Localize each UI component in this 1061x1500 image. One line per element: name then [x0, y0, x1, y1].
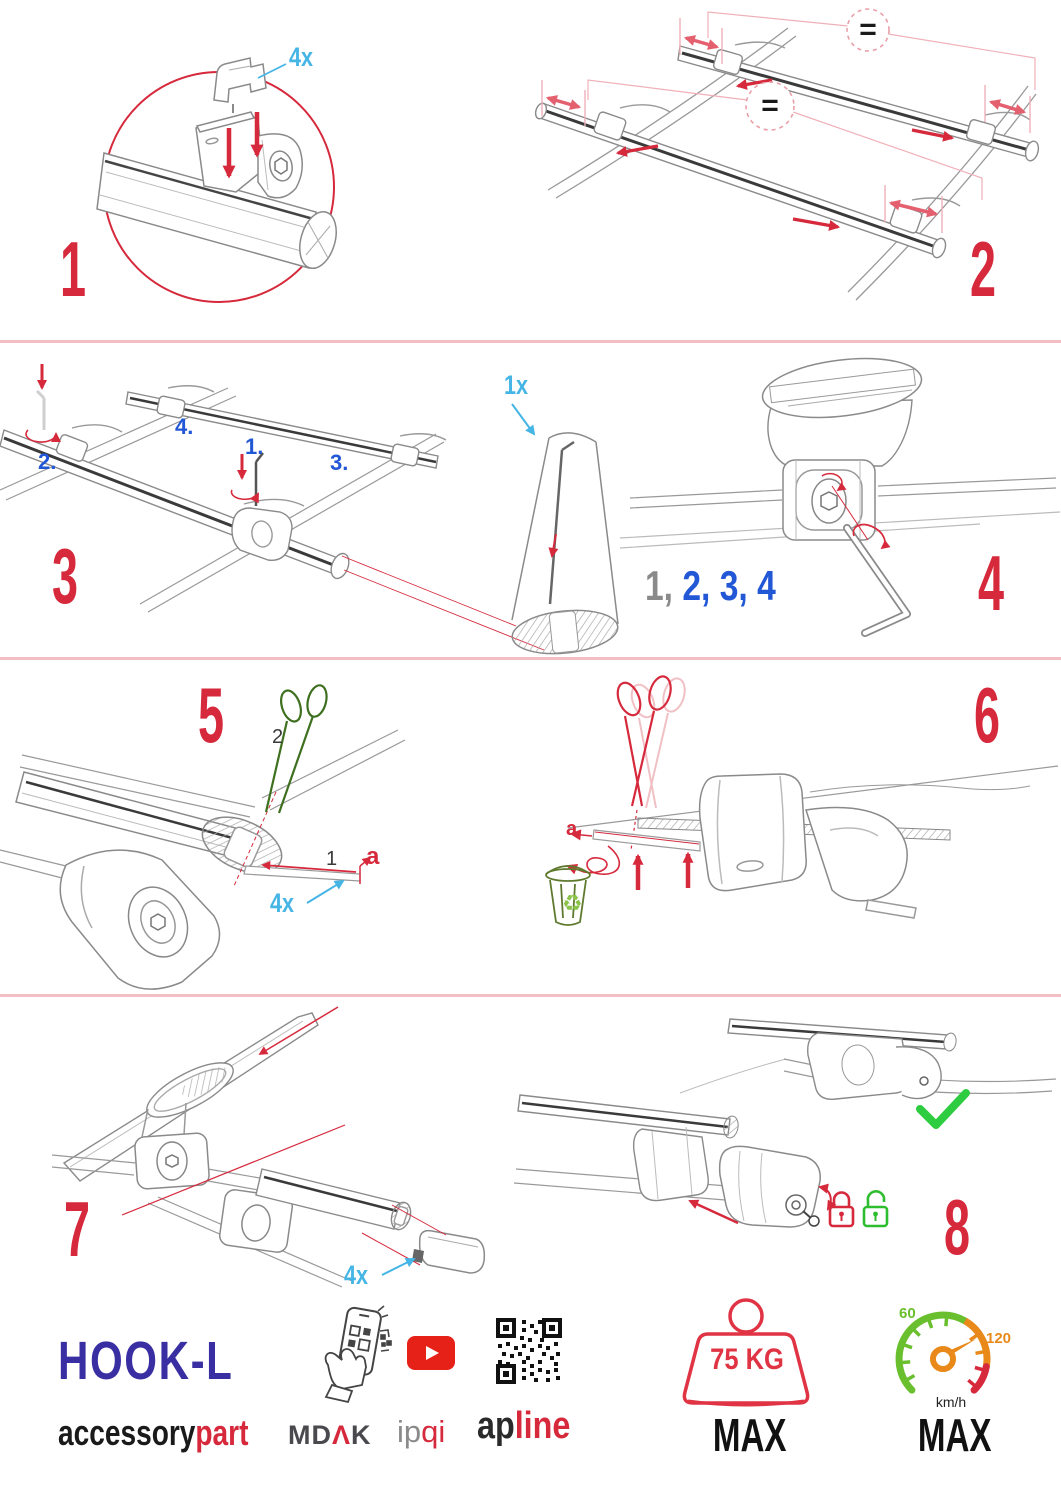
sequence-rest: 2, 3, 4	[673, 562, 776, 609]
step3-sub-label-3: 3.	[330, 450, 349, 475]
step6-length-label: a	[566, 818, 578, 840]
ipqi-logo	[397, 1414, 445, 1450]
youtube-icon	[407, 1336, 455, 1370]
checkmark-icon	[920, 1093, 966, 1125]
step3-sub-label-1: 1.	[245, 434, 264, 459]
step-1-number: 1	[60, 225, 87, 313]
loosen-mark	[26, 364, 56, 442]
padlock-closed-icon	[830, 1193, 853, 1227]
upper-assembly	[680, 1019, 1056, 1099]
foot-body	[700, 774, 1030, 918]
step-5-number: 5	[198, 671, 225, 759]
ipqi-first: ip	[397, 1414, 422, 1449]
product-name: HOOK-L	[58, 1331, 234, 1391]
push-up-arrows	[638, 854, 688, 890]
apline-first: ap	[477, 1405, 515, 1447]
step3-quantity-label: 1x	[504, 370, 529, 400]
step7-quantity-label: 4x	[344, 1260, 369, 1290]
foot-clamp	[60, 850, 219, 989]
bar-end-detail	[342, 433, 620, 659]
max-load-label: MAX	[712, 1409, 787, 1461]
roof-rails	[548, 28, 1036, 313]
step-4-number: 4	[978, 539, 1005, 627]
speed-unit: km/h	[935, 1394, 967, 1410]
mdak-first: MD	[288, 1420, 332, 1450]
apline-last: line	[514, 1405, 571, 1447]
insert-strip-arrow	[260, 1007, 338, 1054]
step-7-number: 7	[64, 1185, 91, 1273]
allen-key	[231, 453, 263, 506]
equal-distance-symbol: =	[859, 13, 877, 46]
apline-logo	[477, 1405, 570, 1448]
step5-scissors-label: 2	[272, 726, 284, 748]
step-8-illustration	[500, 997, 1061, 1310]
step-8-number: 8	[944, 1183, 971, 1271]
step-6-number: 6	[974, 671, 1001, 759]
padlock-open-icon	[864, 1191, 887, 1226]
lower-assembly	[514, 1095, 740, 1201]
foot-clamp	[783, 460, 875, 540]
qr-code-icon	[496, 1318, 562, 1384]
allen-key	[847, 528, 907, 633]
step3-sub-label-2: 2.	[38, 449, 57, 474]
recycle-icon: ♻	[562, 890, 583, 916]
step-3-number: 3	[52, 532, 79, 620]
scan-qr-phone-icon	[318, 1303, 394, 1403]
rail-cross-section	[759, 350, 925, 466]
quantity-leader-arrow	[307, 881, 343, 903]
quantity-leader-arrow	[382, 1259, 414, 1275]
equal-distance-symbol: =	[761, 89, 779, 122]
end-cap	[412, 1231, 484, 1273]
mdak-lambda: Λ	[332, 1420, 352, 1450]
step4-sequence-label	[645, 562, 776, 610]
speed-tick-60: 60	[899, 1305, 916, 1322]
speed-tick-120: 120	[986, 1330, 1012, 1347]
step-2-number: 2	[970, 225, 997, 313]
step-3-illustration	[0, 342, 640, 658]
step3-sub-label-4: 4.	[175, 414, 194, 439]
brand-second: part	[195, 1412, 249, 1453]
brand-logo	[58, 1412, 248, 1454]
step-5-illustration	[0, 660, 530, 995]
quantity-leader-arrow	[512, 404, 534, 434]
mdak-last: K	[351, 1420, 372, 1450]
mdak-logo	[288, 1420, 372, 1451]
step5-strip-label: 1	[326, 848, 338, 870]
cut-strip	[568, 830, 700, 874]
mounting-bracket	[214, 58, 266, 113]
foot-clamp	[196, 112, 302, 198]
step1-quantity-label: 4x	[289, 42, 314, 72]
brand-first: accessory	[58, 1412, 196, 1453]
max-speed-label: MAX	[917, 1409, 992, 1461]
step5-length-label: a	[366, 843, 380, 870]
turn-key-arrow	[820, 1187, 831, 1209]
ipqi-last: qi	[421, 1414, 446, 1449]
sequence-first: 1,	[645, 562, 674, 609]
max-load-value: 75 KG	[710, 1343, 784, 1376]
lock-cover	[720, 1146, 821, 1227]
step5-quantity-label: 4x	[270, 888, 295, 918]
